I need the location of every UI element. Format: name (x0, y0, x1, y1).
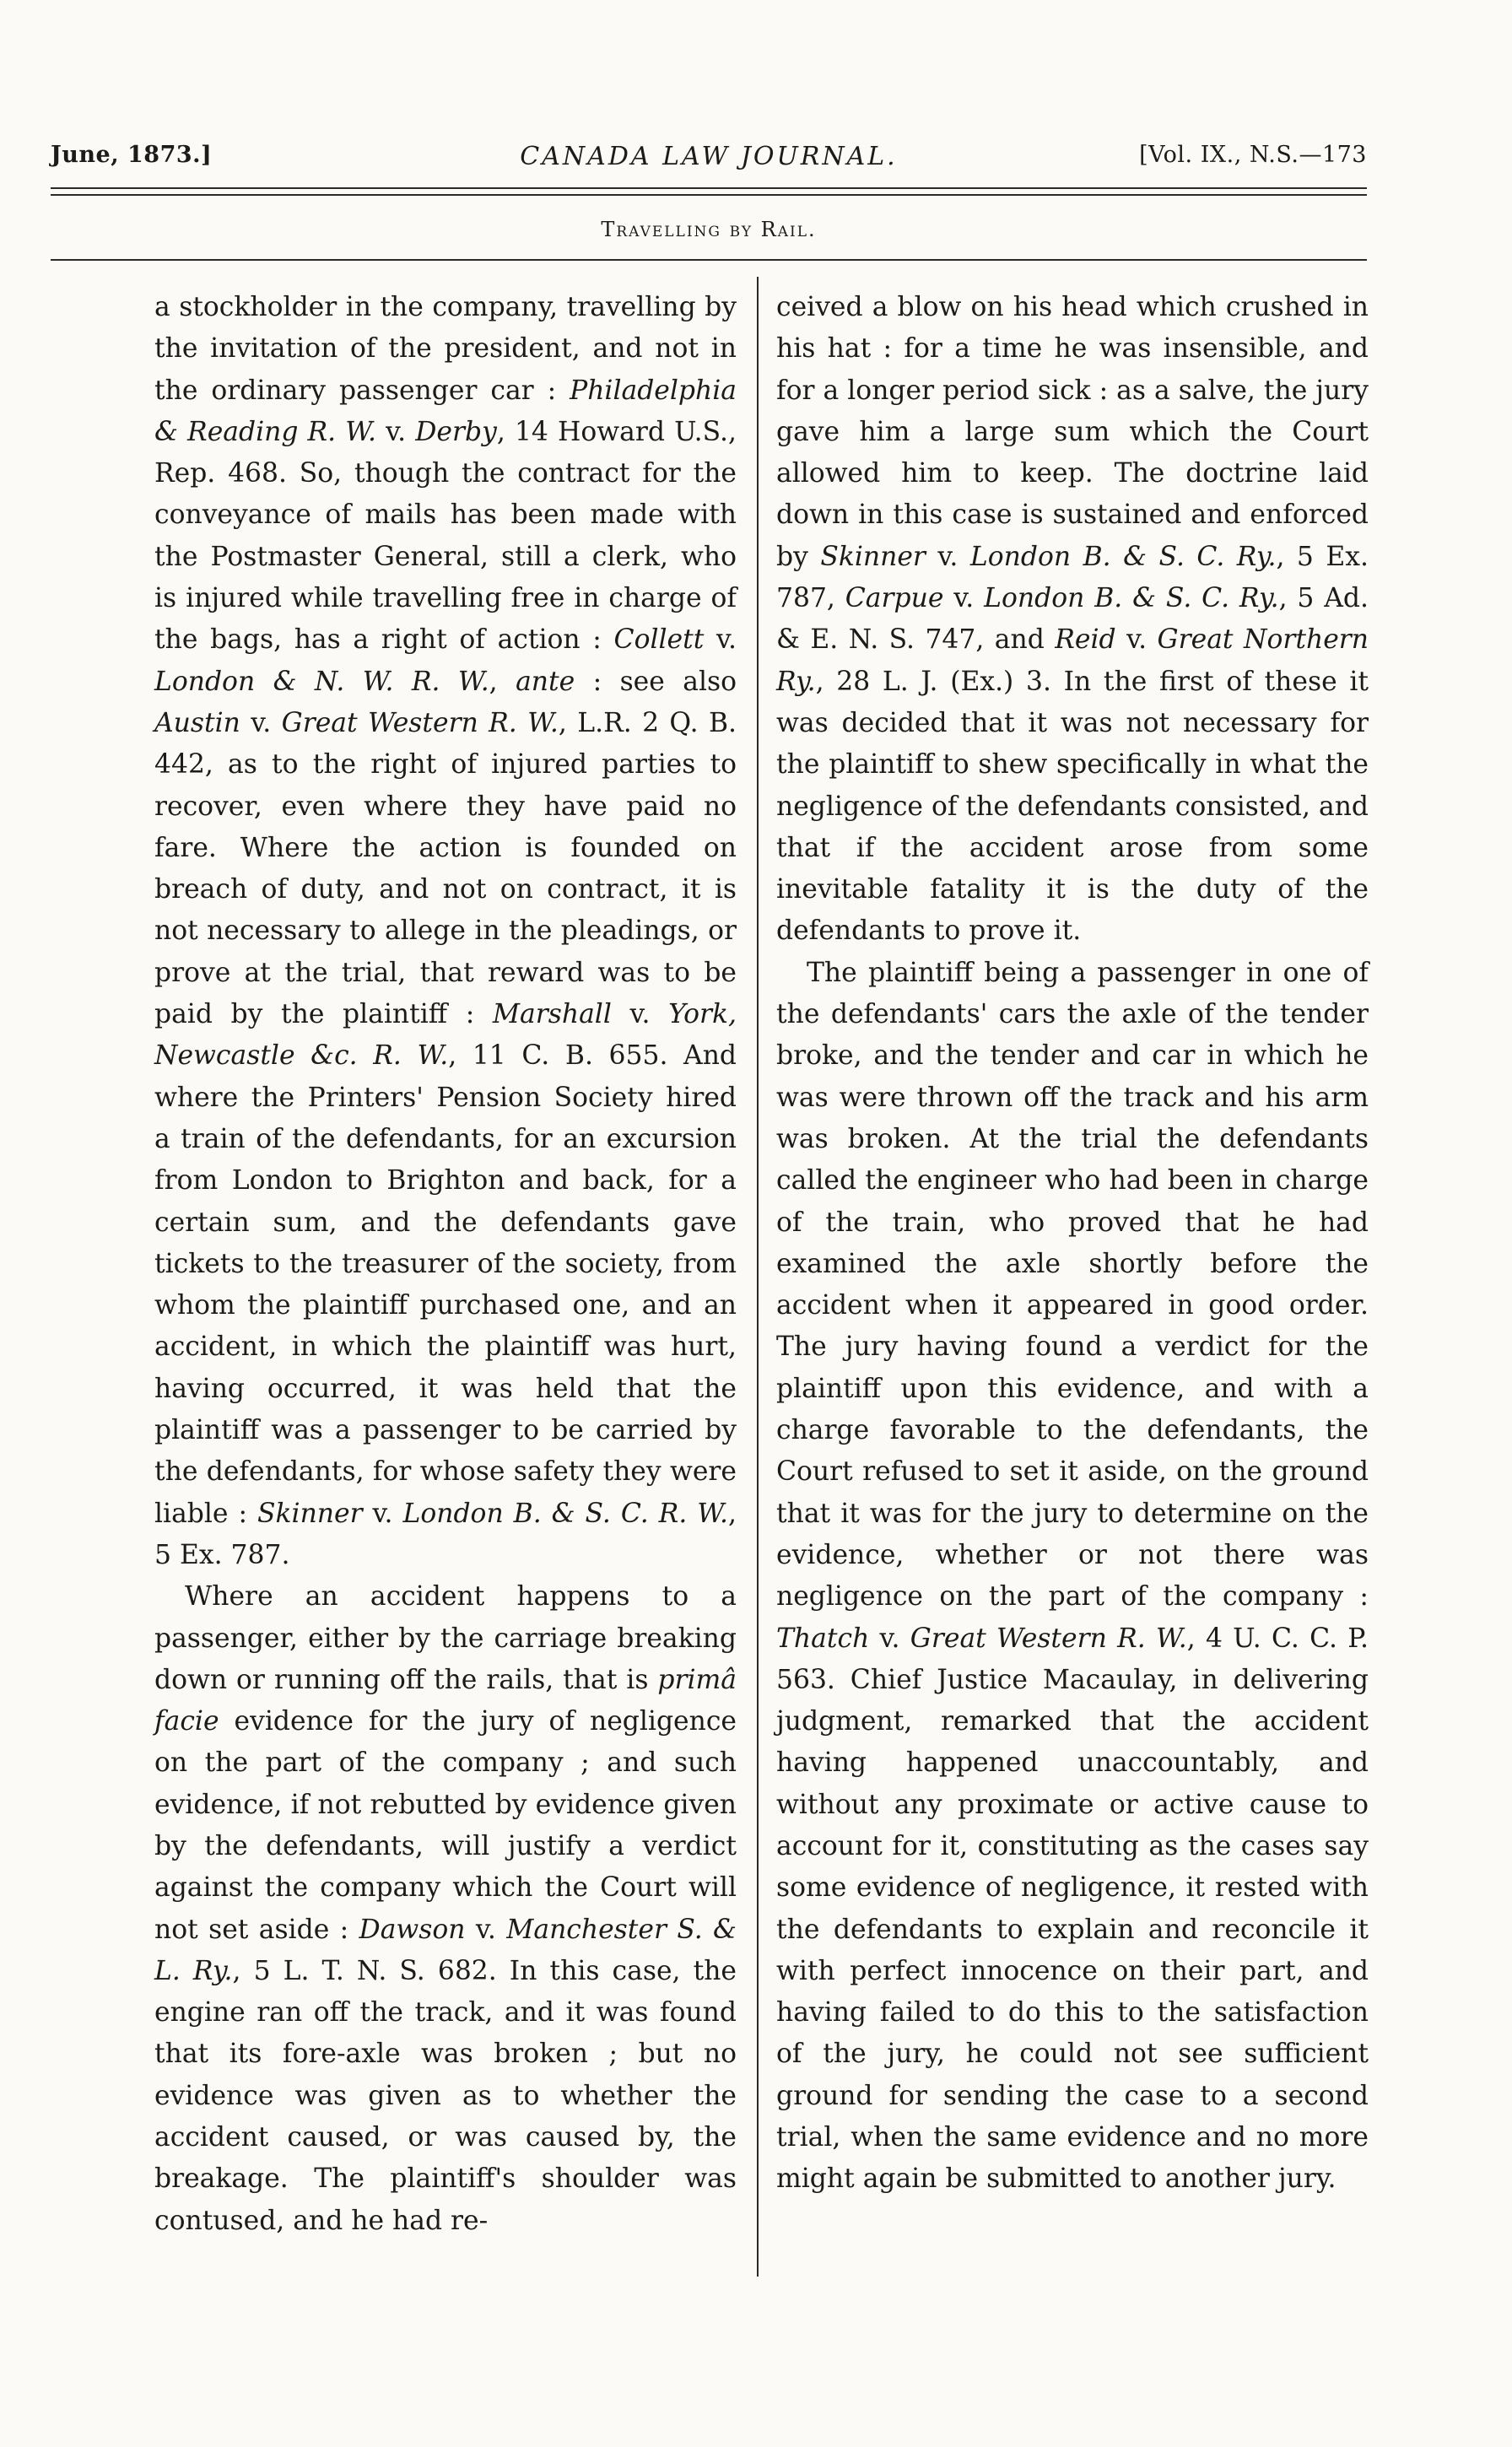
left-column (154, 287, 737, 2278)
left-paragraph-1: a stockholder in the company, travelling by the invitation of the president, and not in the ordinary passenger car : Philadelphia & Reading R. W. v. Derby, 14 Howard U.S., Rep. 468. So, though the contract for the conveyance of mails has been made with the Postmaster General, still a clerk, who is injured while travelling free in charge of the bags, has a right of action : Collett v. London & N. W. R. W., ante : see also Austin v. Great Western R. W., L.R. 2 Q. B. 442, as to the right of injured parties to recover, even where they have paid no fare. Where the action is founded on breach of duty, and not on contract, it is not necessary to allege in the pleadings, or prove at the trial, that reward was to be paid by the plaintiff : Marshall v. York, Newcastle &c. R. W., 11 C. B. 655. And where the Printers' Pension Society hired a train of the defendants, for an excursion from London to Brighton and back, for a certain sum, and the defendants gave tickets to the treasurer of the society, from whom the plaintiff purchased one, and an accident, in which the plaintiff was hurt, having occurred, it was held that the plaintiff was a passenger to be carried by the defendants, for whose safety they were liable : Skinner v. London B. & S. C. R. W., 5 Ex. 787. (154, 292, 737, 1570)
header-rule-top (51, 187, 1367, 189)
right-column (776, 287, 1369, 2278)
left-paragraph-2: Where an accident happens to a passenger, either by the carriage breaking down or running off the rails, that is primâ facie evidence for the jury of negligence on the part of the company ; and such evidence, if not rebutted by evidence given by the defendants, will justify a verdict against the company which the Court will not set aside : Dawson v. Manchester S. & L. Ry., 5 L. T. N. S. 682. In this case, the engine ran off the track, and it was found that its fore-axle was broken ; but no evidence was given as to whether the accident caused, or was caused by, the breakage. The plaintiff's shoulder was contused, and he had re- (154, 1581, 737, 2236)
header-rule-bottom (51, 194, 1367, 196)
running-head (51, 142, 1367, 184)
journal-title: CANADA LAW JOURNAL. (520, 142, 898, 171)
section-rule (51, 259, 1367, 261)
volume-page-number: [Vol. IX., N.S.—173 (1139, 142, 1367, 168)
section-title: Travelling by Rail. (601, 218, 817, 241)
column-divider (757, 277, 759, 2277)
right-paragraph-1: ceived a blow on his head which crushed in his hat : for a time he was insensible, and for a longer period sick : as a salve, the jury gave him a large sum which the Court allowed him to keep. The doctrine laid down in this case is sustained and enforced by Skinner v. London B. & S. C. Ry., 5 Ex. 787, Carpue v. London B. & S. C. Ry., 5 Ad. & E. N. S. 747, and Reid v. Great Northern Ry., 28 L. J. (Ex.) 3. In the first of these it was decided that it was not necessary for the plaintiff to shew specifically in what the negligence of the defendants consisted, and that if the accident arose from some inevitable fatality it is the duty of the defendants to prove it. (776, 292, 1369, 947)
right-paragraph-2: The plaintiff being a passenger in one of the defendants' cars the axle of the tender broke, and the tender and car in which he was were thrown off the track and his arm was broken. At the trial the defendants called the engineer who had been in charge of the train, who proved that he had examined the axle shortly before the accident when it appeared in good order. The jury having found a verdict for the plaintiff upon this evidence, and with a charge favorable to the defendants, the Court refused to set it aside, on the ground that it was for the jury to determine on the evidence, whether or not there was negligence on the part of the company : Thatch v. Great Western R. W., 4 U. C. C. P. 563. Chief Justice Macaulay, in delivering judgment, remarked that the accident having happened unaccountably, and without any proximate or active cause to account for it, constituting as the cases say some evidence of negligence, it rested with the defendants to explain and reconcile it with perfect innocence on their part, and having failed to do this to the satisfaction of the jury, he could not see sufficient ground for sending the case to a second trial, when the same evidence and no more might again be submitted to another jury. (776, 957, 1369, 2195)
issue-date: June, 1873.] (51, 142, 213, 168)
